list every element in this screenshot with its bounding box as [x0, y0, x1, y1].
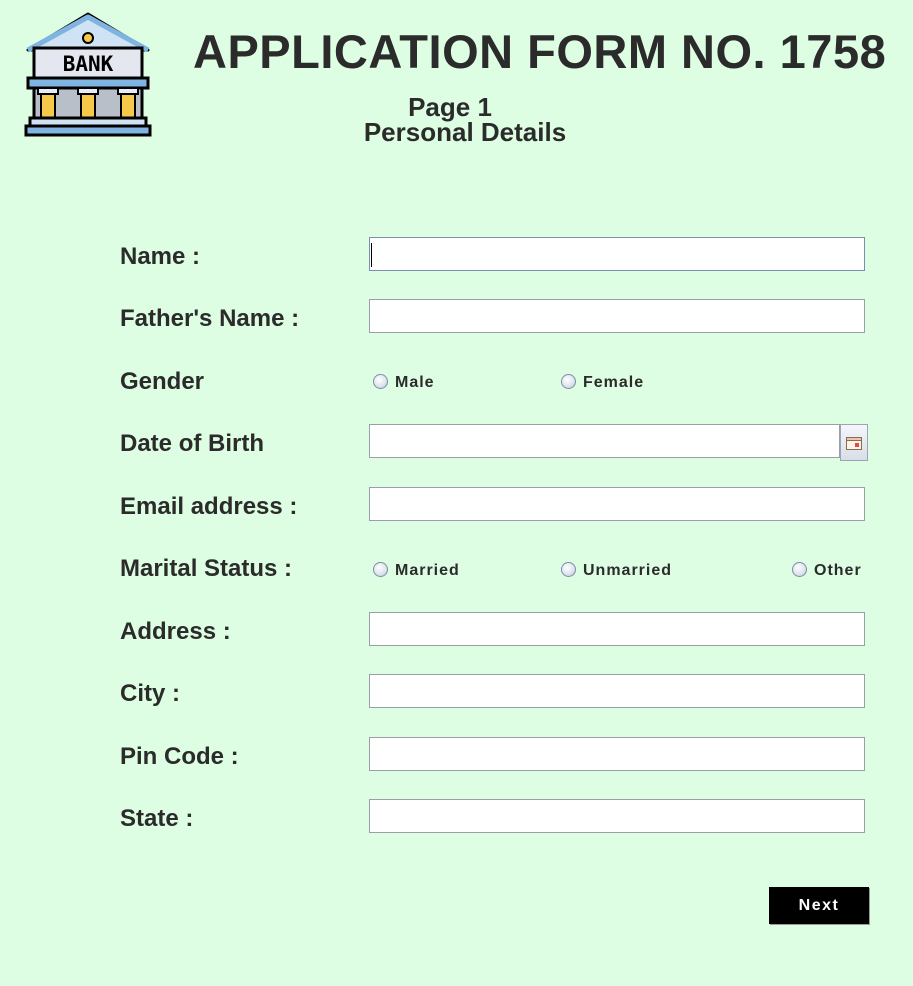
- calendar-icon: [846, 436, 862, 450]
- email-label: Email address :: [120, 493, 298, 520]
- radio-button-icon[interactable]: [792, 562, 807, 577]
- city-label: City :: [120, 680, 180, 707]
- father-name-label: Father's Name :: [120, 305, 300, 332]
- pin-code-label: Pin Code :: [120, 743, 239, 770]
- gender-female-label: Female: [583, 374, 645, 391]
- state-label: State :: [120, 805, 194, 832]
- page-number: Page 1: [408, 92, 492, 122]
- email-input[interactable]: [369, 487, 865, 521]
- state-input[interactable]: [369, 799, 865, 833]
- marital-unmarried-radio[interactable]: [561, 562, 672, 580]
- gender-male-radio[interactable]: [373, 374, 435, 392]
- address-input[interactable]: [369, 612, 865, 646]
- pin-code-input[interactable]: [369, 737, 865, 771]
- logo-text: BANK: [62, 52, 114, 76]
- dob-label: Date of Birth: [120, 430, 264, 457]
- marital-married-radio[interactable]: [373, 562, 460, 580]
- date-picker-button[interactable]: [840, 424, 868, 461]
- section-title: Personal Details: [363, 117, 567, 147]
- gender-female-radio[interactable]: [561, 374, 644, 392]
- marital-unmarried-label: Unmarried: [583, 562, 673, 579]
- city-input[interactable]: [369, 674, 865, 708]
- name-input[interactable]: [369, 237, 865, 271]
- gender-label: Gender: [120, 368, 205, 395]
- marital-other-label: Other: [814, 562, 862, 579]
- address-label: Address :: [120, 618, 231, 645]
- dob-input[interactable]: [369, 424, 840, 458]
- page-title: APPLICATION FORM NO. 1758: [193, 25, 887, 78]
- father-name-input[interactable]: [369, 299, 865, 333]
- marital-status-label: Marital Status :: [120, 555, 293, 582]
- radio-button-icon[interactable]: [561, 374, 576, 389]
- text-caret: [371, 243, 372, 267]
- marital-married-label: Married: [395, 562, 460, 579]
- next-button[interactable]: Next: [769, 887, 869, 924]
- radio-button-icon[interactable]: [373, 374, 388, 389]
- radio-button-icon[interactable]: [561, 562, 576, 577]
- radio-button-icon[interactable]: [373, 562, 388, 577]
- marital-other-radio[interactable]: [792, 562, 862, 580]
- gender-male-label: Male: [395, 374, 435, 391]
- name-label: Name :: [120, 243, 201, 270]
